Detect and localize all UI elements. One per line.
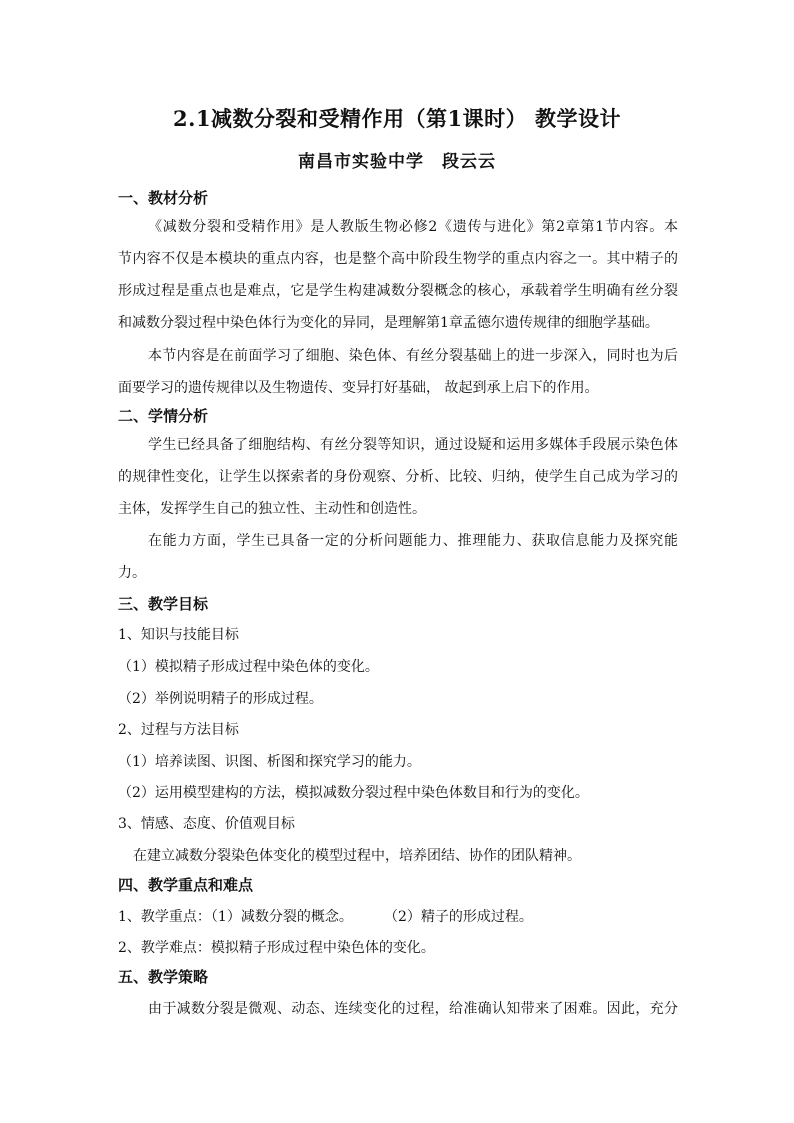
list-item: 3、情感、态度、价值观目标 — [118, 816, 295, 832]
document-author: 南昌市实验中学 段云云 — [298, 152, 496, 172]
section-heading-teaching-goals: 三、教学目标 — [118, 595, 209, 613]
paragraph-line: 的规律性变化，让学生以探索者的身份观察、分析、比较、归纳，使学生自己成为学习的 — [118, 469, 678, 485]
paragraph-line: 在能力方面，学生已具备一定的分析问题能力、推理能力、获取信息能力及探究能 — [148, 533, 678, 549]
list-item: （2）运用模型建构的方法，模拟减数分裂过程中染色体数目和行为的变化。 — [118, 785, 589, 801]
paragraph-line: 力。 — [118, 565, 146, 581]
section-heading-learner-analysis: 二、学情分析 — [118, 407, 209, 425]
section-heading-teaching-strategy: 五、教学策略 — [118, 968, 209, 986]
list-item: 在建立减数分裂染色体变化的模型过程中，培养团结、协作的团队精神。 — [133, 848, 581, 864]
list-item: 1、知识与技能目标 — [118, 627, 239, 643]
paragraph-line: 形成过程是重点也是难点，它是学生构建减数分裂概念的核心，承载着学生明确有丝分裂 — [118, 283, 678, 299]
paragraph-line: 面要学习的遗传规律以及生物遗传、变异打好基础， 故起到承上启下的作用。 — [118, 380, 599, 396]
list-item: （1）培养读图、识图、析图和探究学习的能力。 — [118, 754, 421, 770]
paragraph-line: 由于减数分裂是微观、动态、连续变化的过程，给准确认知带来了困难。因此，充分 — [148, 1001, 678, 1017]
paragraph-line: 《减数分裂和受精作用》是人教版生物必修2《遗传与进化》第2章第1节内容。本 — [148, 219, 678, 235]
document-title: 2.1减数分裂和受精作用（第1课时） 教学设计 — [173, 106, 621, 131]
section-heading-textbook-analysis: 一、教材分析 — [118, 189, 209, 207]
paragraph-line: 和减数分裂过程中染色体行为变化的异同，是理解第1章孟德尔遗传规律的细胞学基础。 — [118, 315, 659, 331]
list-item: 1、教学重点：（1）减数分裂的概念。 （2）精子的形成过程。 — [118, 909, 533, 925]
list-item: （1）模拟精子形成过程中染色体的变化。 — [118, 659, 379, 675]
list-item: 2、教学难点：模拟精子形成过程中染色体的变化。 — [118, 940, 435, 956]
paragraph-line: 主体，发挥学生自己的独立性、主动性和创造性。 — [118, 501, 426, 517]
paragraph-line: 本节内容是在前面学习了细胞、染色体、有丝分裂基础上的进一步深入，同时也为后 — [148, 348, 678, 364]
list-item: （2）举例说明精子的形成过程。 — [118, 691, 323, 707]
section-heading-key-points: 四、教学重点和难点 — [118, 876, 254, 894]
paragraph-line: 学生已经具备了细胞结构、有丝分裂等知识，通过设疑和运用多媒体手段展示染色体 — [148, 437, 678, 453]
paragraph-line: 节内容不仅是本模块的重点内容，也是整个高中阶段生物学的重点内容之一。其中精子的 — [118, 251, 678, 267]
list-item: 2、过程与方法目标 — [118, 722, 239, 738]
